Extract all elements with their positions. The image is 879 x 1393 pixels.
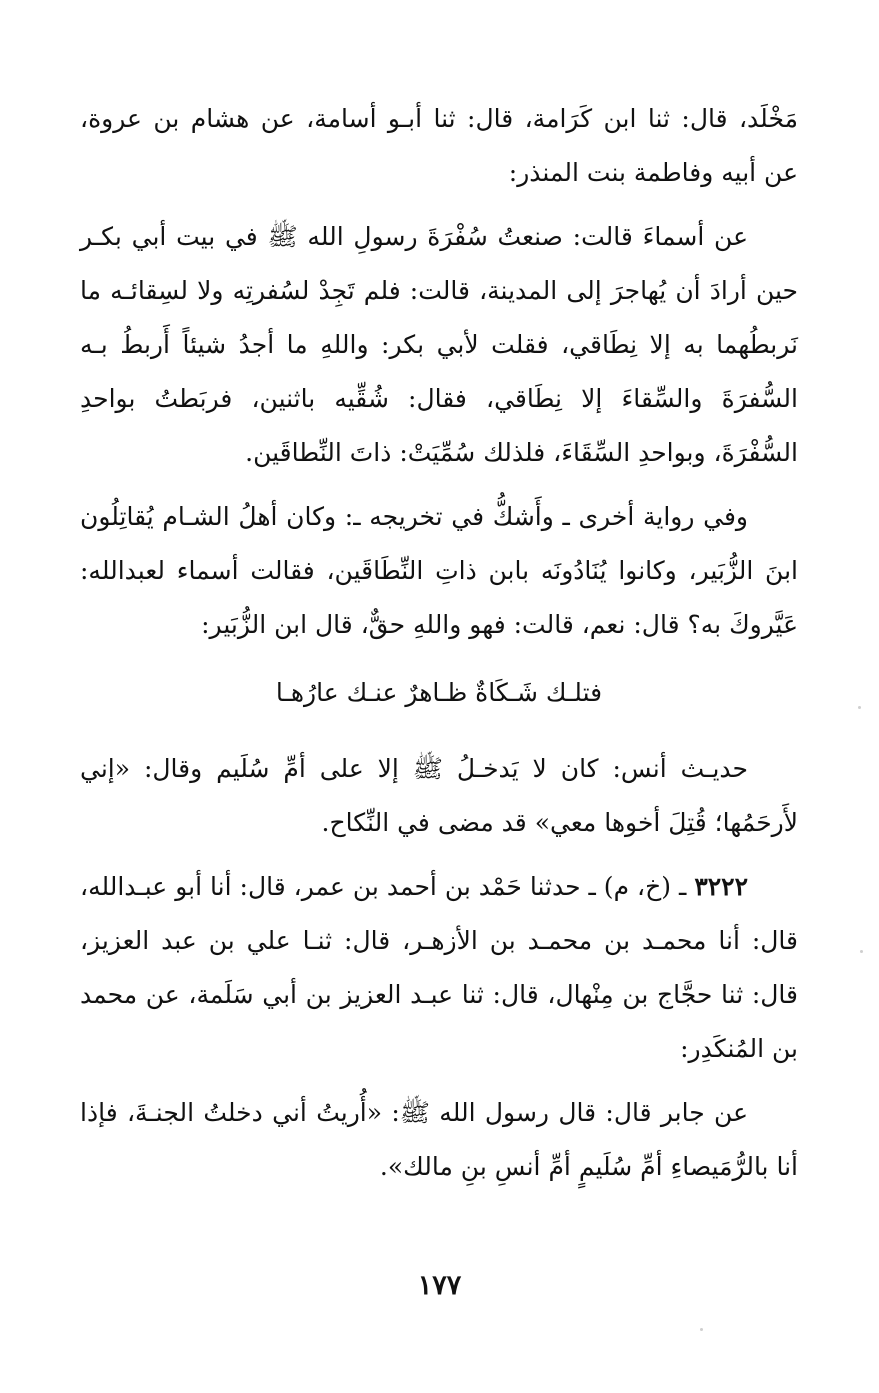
text-line: عبد العزيز، قال: ثنا حجَّاج بن مِنْهال، قال: ثنا عبـد العزيز بن أبي: [80, 926, 799, 1009]
poetry-verse: فتلـك شَـكَاةٌ ظـاهرٌ عنـك عارُهـا: [275, 678, 603, 707]
page-number: ١٧٧: [417, 1270, 462, 1301]
scan-speck: [700, 1328, 703, 1331]
text-line: عن أبيه وفاطمة بنت المنذر:: [508, 158, 798, 187]
narration-paragraph: [80, 490, 798, 652]
hadith-number: ٣٢٢٢: [694, 872, 749, 901]
hadith-paragraph: [80, 210, 798, 480]
hadith-reference-paragraph: [80, 742, 798, 850]
text-line: ـ (خ، م) ـ حدثنا حَمْد بن أحمد بن عمر، قال: أنا أبو: [175, 872, 687, 901]
text-line: عبـدالله، قال: أنا محمـد بن محمـد بن الأزهـر، قال: ثنـا علي بن: [80, 872, 798, 955]
text-line: عن جابر قال: قال رسول الله ﷺ: «أُريتُ أني دخلتُ الجنـةَ، فإذا: [80, 1098, 748, 1127]
text-line: السُّفرَةَ والسِّقاءَ إلا نِطَاقي، فقال: شُقِّيه باثنين، فربَطتُ بواحدِ السُّفْرَةَ،: [80, 384, 798, 467]
text-line: وبواحدِ السِّقَاءَ، فلذلك سُمِّيَتْ: ذاتَ النِّطاقَين.: [245, 438, 706, 467]
hadith-entry-paragraph: [80, 860, 798, 1076]
text-line: سَلَمة، عن محمد بن المُنكَدِر:: [80, 980, 798, 1063]
text-line: أنا بالرُّمَيصاءِ أمِّ سُلَيمٍ أمِّ أنسِ بنِ مالك».: [379, 1152, 798, 1181]
page-body: [80, 92, 798, 1204]
text-line: عن أسماءَ قالت: صنعتُ سُفْرَةَ رسولِ الله ﷺ في بيت أبي بكـر: [80, 222, 748, 251]
scan-speck: [858, 706, 861, 709]
text-line: عَيَّروكَ به؟ قال: نعم، قالت: فهو واللهِ حقٌّ، قال ابن الزُّبَير:: [201, 610, 798, 639]
text-line: ما نَربطُهما به إلا نِطَاقي، فقلت لأبي بكر: واللهِ ما أجدُ شيئاً أَربطُ بـه: [80, 276, 798, 359]
text-line: لأَرحَمُها؛ قُتِلَ أخوها معي» قد مضى في النِّكاح.: [321, 808, 798, 837]
text-line: ابنَ الزُّبَير، وكانوا يُنَادُونَه بابن ذاتِ النِّطَاقَين، فقالت أسماء لعبدالله:: [80, 556, 798, 585]
text-line: مَخْلَد، قال: ثنا ابن كَرَامة، قال: ثنا أبـو أسامة، عن هشام بن عروة،: [80, 104, 798, 133]
isnad-paragraph: [80, 92, 798, 200]
scan-speck: [860, 950, 863, 953]
hadith-paragraph-jabir: [80, 1086, 798, 1194]
text-line: وفي رواية أخرى ـ وأَشكُّ في تخريجه ـ: وكان أهلُ الشـام يُقاتِلُون: [80, 502, 748, 531]
text-line: حين أرادَ أن يُهاجرَ إلى المدينة، قالت: فلم تَجِدْ لسُفرتِه ولا لسِقائـه: [110, 276, 798, 305]
text-line: حديـث أنس: كان لا يَدخـلُ ﷺ إلا على أمِّ سُلَيم وقال: «إني: [80, 754, 748, 783]
